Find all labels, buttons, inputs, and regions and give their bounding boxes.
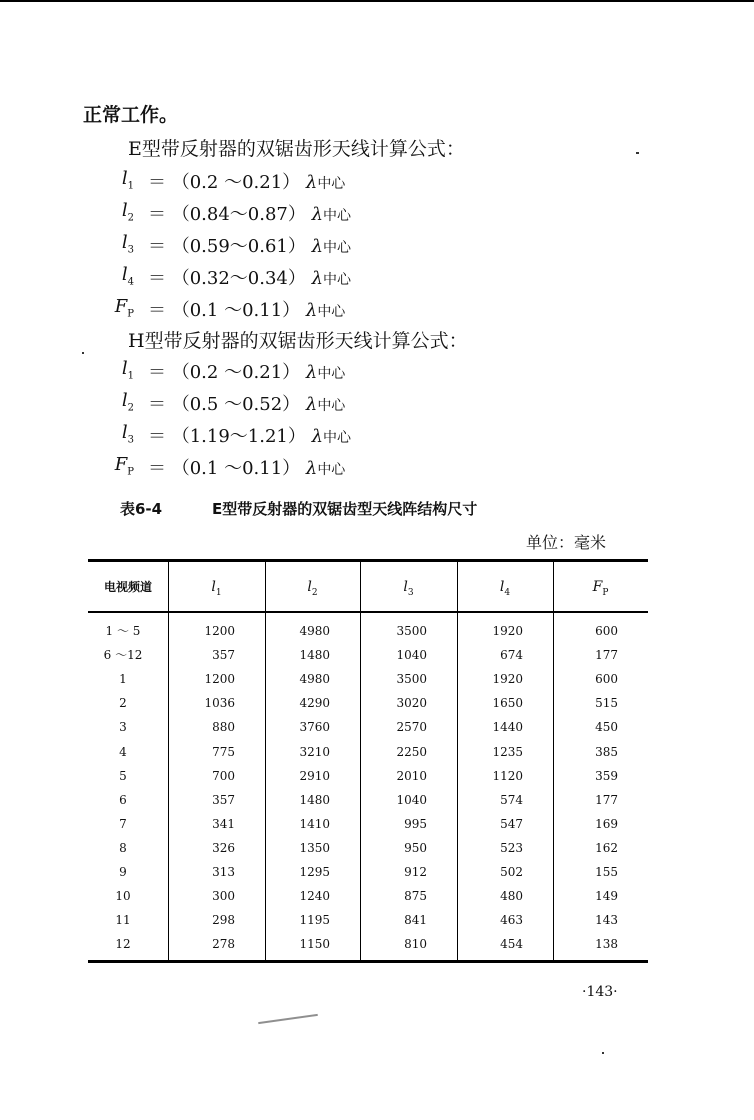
table-cell: 2250 <box>396 744 427 759</box>
table-cell: 950 <box>404 840 427 855</box>
section-heading: E型带反射器的双锯齿形天线计算公式： <box>128 138 465 160</box>
lambda-symbol: λ <box>311 236 324 257</box>
header-subscript: 2 <box>311 587 318 598</box>
table-cell: 3210 <box>299 744 330 759</box>
formula-variable-symbol: l <box>121 390 128 411</box>
table-cell: 3500 <box>396 672 427 687</box>
formula-variable <box>90 168 134 192</box>
header-label: F <box>592 579 603 595</box>
header-subscript: 3 <box>407 587 414 598</box>
table-cell: 177 <box>595 792 618 807</box>
table-cell: 1410 <box>299 816 330 831</box>
table-row <box>88 812 648 836</box>
table-cell: 359 <box>595 768 618 783</box>
table-cell: 1920 <box>492 672 523 687</box>
table-cell: 841 <box>404 913 427 928</box>
center-subscript: 中心 <box>317 304 346 320</box>
center-subscript: 中心 <box>317 462 346 478</box>
table-cell: 149 <box>595 889 618 904</box>
formula-variable <box>90 200 134 224</box>
table-row <box>88 691 648 715</box>
table-cell: 143 <box>595 913 618 928</box>
table-cell: 313 <box>212 865 235 879</box>
formula-range: ＝ （1.19～1.21） <box>148 426 306 447</box>
formula-row <box>90 168 390 198</box>
table-cell: 6 ～12 <box>103 648 143 663</box>
table-cell: 341 <box>212 816 235 831</box>
table-cell: 278 <box>212 937 235 952</box>
table-cell: 326 <box>212 840 235 855</box>
table-cell: 1036 <box>204 696 235 711</box>
center-subscript: 中心 <box>323 272 352 288</box>
table-cell: 300 <box>212 889 235 904</box>
formula-variable-subscript: P <box>127 308 134 320</box>
table-cell: 1040 <box>396 792 427 807</box>
table-cell: 700 <box>212 768 235 783</box>
header-subscript: 1 <box>215 587 222 598</box>
formula-row <box>90 296 390 326</box>
formula-range: ＝ （0.32～0.34） <box>148 268 306 289</box>
table-cell: 1235 <box>492 744 523 759</box>
table-cell: 12 <box>115 937 131 952</box>
lead-text: 正常工作。 <box>83 104 179 126</box>
table-cell: 515 <box>595 696 618 711</box>
table-cell: 1120 <box>492 768 523 783</box>
table-cell: 1650 <box>492 696 523 711</box>
table-cell: 177 <box>595 648 618 663</box>
table-cell: 11 <box>115 913 131 928</box>
formula-variable-subscript: 1 <box>127 180 134 192</box>
lambda-symbol: λ <box>311 204 324 225</box>
formula-variable-symbol: l <box>121 422 128 443</box>
lambda-symbol: λ <box>311 268 324 289</box>
table-cell: 2570 <box>396 720 427 735</box>
table-cell: 523 <box>500 840 523 855</box>
formula-variable-symbol: l <box>121 200 128 221</box>
table-cell: 3760 <box>299 720 330 735</box>
formula-row <box>90 422 390 452</box>
table-number: 表6-4 <box>120 500 163 518</box>
table-cell: 574 <box>500 792 523 807</box>
table-cell: 385 <box>595 744 618 759</box>
section-heading: H型带反射器的双锯齿形天线计算公式： <box>128 330 468 352</box>
formula-expression <box>148 390 345 416</box>
table-cell: 1920 <box>492 624 523 638</box>
table-cell: 298 <box>212 913 235 928</box>
table-row <box>88 860 648 884</box>
formula-variable-subscript: 4 <box>127 276 134 288</box>
table-header-cell <box>553 564 648 610</box>
formula-variable <box>90 422 134 446</box>
table-cell: 7 <box>119 816 127 831</box>
table-cell: 1150 <box>299 937 330 952</box>
table-cell: 875 <box>404 889 427 904</box>
formula-range: ＝ （0.84～0.87） <box>148 204 306 225</box>
table-cell: 5 <box>119 768 127 783</box>
table-cell: 1295 <box>299 865 330 879</box>
formula-range: ＝ （0.59～0.61） <box>148 236 306 257</box>
page-number: ·143· <box>582 984 618 1000</box>
formula-variable <box>90 232 134 256</box>
table-cell: 3 <box>119 720 127 735</box>
formula-expression <box>148 296 345 322</box>
table-cell: 4980 <box>299 624 330 638</box>
table-top-rule <box>88 559 648 562</box>
table-cell: 547 <box>500 816 523 831</box>
table-cell: 1200 <box>204 624 235 638</box>
table-cell: 463 <box>500 913 523 928</box>
lambda-symbol: λ <box>305 300 318 321</box>
table-cell: 480 <box>500 889 523 904</box>
formula-variable-symbol: l <box>121 168 128 189</box>
table-cell: 169 <box>595 816 618 831</box>
table-row <box>88 884 648 908</box>
table-header-cell <box>88 564 168 610</box>
formula-variable-subscript: 2 <box>127 212 134 224</box>
table-cell: 2910 <box>299 768 330 783</box>
table-row <box>88 715 648 739</box>
table-cell: 1480 <box>299 792 330 807</box>
formula-variable-symbol: F <box>114 454 128 475</box>
header-label: l <box>211 579 216 595</box>
formula-range: ＝ （0.1 ～0.11） <box>148 458 301 479</box>
formula-expression <box>148 358 345 384</box>
center-subscript: 中心 <box>317 366 346 382</box>
table-cell: 1480 <box>299 648 330 663</box>
table-row <box>88 932 648 956</box>
header-label: l <box>403 579 408 595</box>
scan-mark <box>602 1052 604 1054</box>
formula-expression <box>148 264 351 290</box>
table-cell: 1350 <box>299 840 330 855</box>
table-cell: 162 <box>595 840 618 855</box>
center-subscript: 中心 <box>323 240 352 256</box>
formula-expression <box>148 168 345 194</box>
formula-variable-symbol: l <box>121 232 128 253</box>
formula-row <box>90 200 390 230</box>
table-cell: 2 <box>119 696 127 711</box>
table-cell: 4980 <box>299 672 330 687</box>
table-cell: 2010 <box>396 768 427 783</box>
formula-expression <box>148 422 351 448</box>
formula-row <box>90 232 390 262</box>
table-title: E型带反射器的双锯齿型天线阵结构尺寸 <box>212 500 478 518</box>
formula-variable-subscript: 2 <box>127 402 134 414</box>
header-label: 电视频道 <box>103 580 152 594</box>
center-subscript: 中心 <box>317 398 346 414</box>
table-cell: 1200 <box>204 672 235 687</box>
table-cell: 4290 <box>299 696 330 711</box>
formula-variable <box>90 454 134 478</box>
formula-variable-subscript: P <box>127 466 134 478</box>
scan-mark <box>636 152 639 154</box>
table-cell: 502 <box>500 865 523 879</box>
scan-mark <box>82 352 84 354</box>
formula-range: ＝ （0.2 ～0.21） <box>148 362 301 383</box>
table-bottom-rule <box>88 960 648 963</box>
table-cell: 454 <box>500 937 523 952</box>
table-cell: 1440 <box>492 720 523 735</box>
table-unit: 单位：毫米 <box>526 533 607 552</box>
table-cell: 3020 <box>396 696 427 711</box>
formula-row <box>90 390 390 420</box>
table-cell: 9 <box>119 865 127 879</box>
lambda-symbol: λ <box>305 172 318 193</box>
table-row <box>88 643 648 667</box>
formula-variable-subscript: 1 <box>127 370 134 382</box>
formula-variable-symbol: l <box>121 264 128 285</box>
table-cell: 1040 <box>396 648 427 663</box>
table-cell: 357 <box>212 792 235 807</box>
center-subscript: 中心 <box>317 176 346 192</box>
formula-range: ＝ （0.1 ～0.11） <box>148 300 301 321</box>
formula-variable <box>90 264 134 288</box>
table-cell: 155 <box>595 865 618 879</box>
table-cell: 1 ～ 5 <box>105 624 141 638</box>
formula-expression <box>148 232 351 258</box>
scan-mark <box>258 1014 318 1024</box>
lambda-symbol: λ <box>311 426 324 447</box>
formula-variable <box>90 390 134 414</box>
table-cell: 880 <box>212 720 235 735</box>
table-header-cell <box>360 564 457 610</box>
table-cell: 600 <box>595 672 618 687</box>
formula-variable-symbol: l <box>121 358 128 379</box>
table-header-cell <box>457 564 553 610</box>
header-label: l <box>307 579 312 595</box>
table-cell: 10 <box>115 889 131 904</box>
scan-top-border <box>0 0 754 2</box>
table-cell: 674 <box>500 648 523 663</box>
formula-variable <box>90 296 134 320</box>
center-subscript: 中心 <box>323 208 352 224</box>
table-cell: 450 <box>595 720 618 735</box>
table-row <box>88 740 648 764</box>
formula-variable-subscript: 3 <box>127 434 134 446</box>
table-cell: 3500 <box>396 624 427 638</box>
formula-range: ＝ （0.5 ～0.52） <box>148 394 301 415</box>
formula-variable-symbol: F <box>114 296 128 317</box>
formula-expression <box>148 200 351 226</box>
table-cell: 775 <box>212 744 235 759</box>
table-cell: 1195 <box>299 913 330 928</box>
table-cell: 138 <box>595 937 618 952</box>
header-subscript: 4 <box>504 587 511 598</box>
lambda-symbol: λ <box>305 362 318 383</box>
table-row <box>88 667 648 691</box>
formula-row <box>90 358 390 388</box>
formula-variable <box>90 358 134 382</box>
table-row <box>88 908 648 932</box>
lambda-symbol: λ <box>305 458 318 479</box>
table-row <box>88 836 648 860</box>
lambda-symbol: λ <box>305 394 318 415</box>
formula-variable-subscript: 3 <box>127 244 134 256</box>
table-row <box>88 619 648 643</box>
formula-row <box>90 264 390 294</box>
header-label: l <box>499 579 505 595</box>
table-cell: 357 <box>212 648 235 663</box>
header-subscript: P <box>602 587 609 598</box>
table-cell: 6 <box>119 792 127 807</box>
table-header-cell <box>168 564 265 610</box>
table-row <box>88 788 648 812</box>
formula-expression <box>148 454 345 480</box>
table-cell: 1240 <box>299 889 330 904</box>
table-header-cell <box>265 564 360 610</box>
table-cell: 1 <box>119 672 127 687</box>
formula-range: ＝ （0.2 ～0.21） <box>148 172 301 193</box>
formula-row <box>90 454 390 484</box>
table-cell: 810 <box>404 937 427 952</box>
table-cell: 912 <box>404 865 427 879</box>
table-header-rule <box>88 611 648 613</box>
table-cell: 4 <box>119 744 127 759</box>
table-cell: 600 <box>595 624 618 638</box>
table-cell: 8 <box>119 840 127 855</box>
table-cell: 995 <box>404 816 427 831</box>
table-row <box>88 764 648 788</box>
center-subscript: 中心 <box>323 430 352 446</box>
